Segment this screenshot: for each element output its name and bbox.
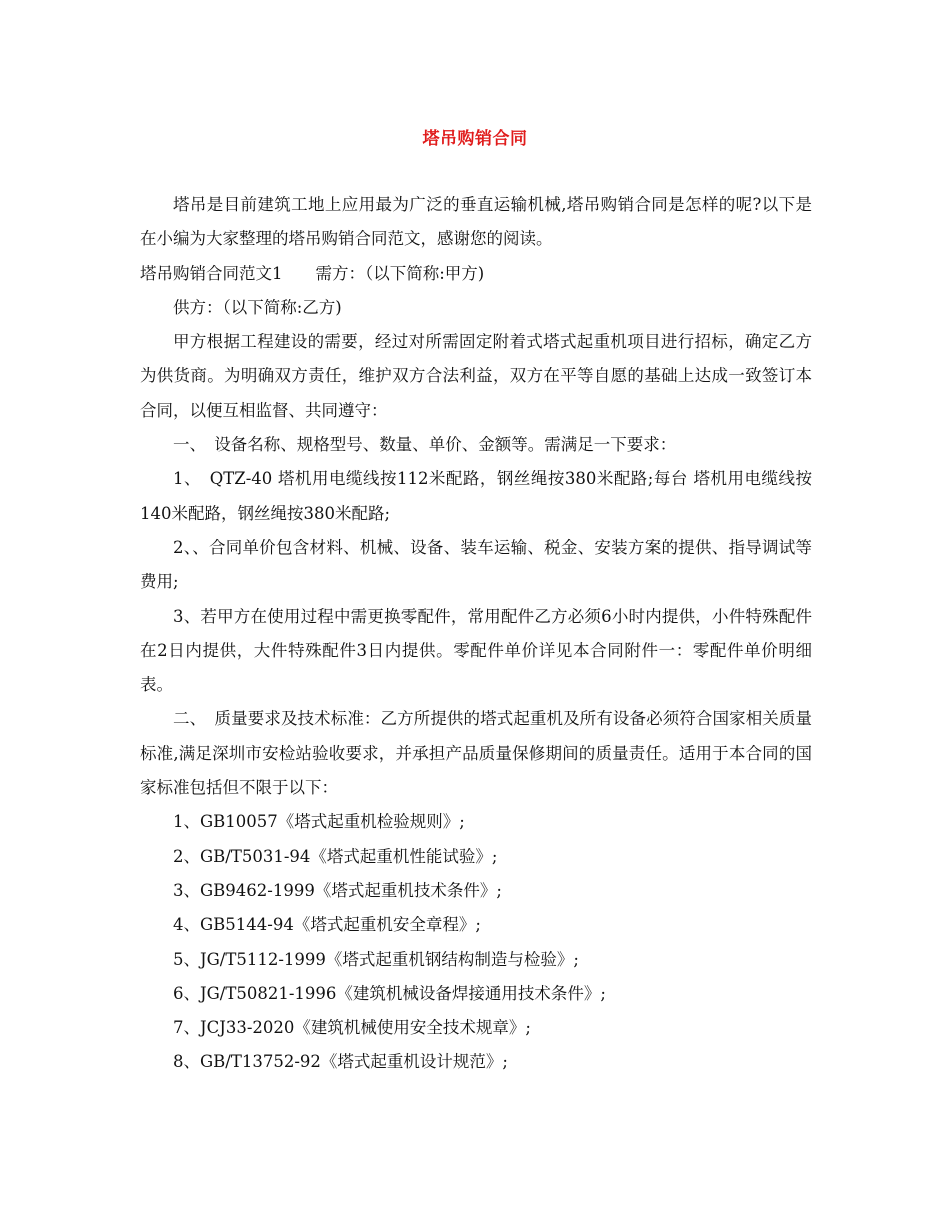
section-one-heading: 一、 设备名称、规格型号、数量、单价、金额等。需满足一下要求： (173, 435, 677, 455)
standard-item: 4、GB5144-94《塔式起重机安全章程》; (173, 915, 481, 935)
section-two-paragraph: 二、 质量要求及技术标准：乙方所提供的塔式起重机及所有设备必须符合国家相关质量标准,满足深圳市安检站验收要求，并承担产品质量保修期间的质量责任。适用于本合同的国家标准包括但不限于以下： (140, 709, 812, 798)
standard-item: 3、GB9462-1999《塔式起重机技术条件》; (173, 880, 502, 900)
clause-2: 2、、合同单价包含材料、机械、设备、装车运输、税金、安装方案的提供、指导调试等费用; (140, 537, 812, 592)
standard-item: 8、GB/T13752-92《塔式起重机设计规范》; (173, 1052, 508, 1072)
document-title: 塔吊购销合同 (422, 129, 528, 149)
supplier-line: 供方：（以下简称:乙方) (173, 297, 342, 317)
clause-1: 1、 QTZ-40 塔机用电缆线按112米配路，钢丝绳按380米配路;每台 塔机用电缆线按140米配路，钢丝绳按380米配路; (140, 469, 812, 523)
document-body (140, 188, 812, 1080)
standard-item: 5、JG/T5112-1999《塔式起重机钢结构制造与检验》; (173, 949, 579, 969)
preamble-paragraph: 甲方根据工程建设的需要，经过对所需固定附着式塔式起重机项目进行招标，确定乙方为供货商。为明确双方责任，维护双方合法利益，双方在平等自愿的基础上达成一致签订本合同，以便互相监督、共同遵守： (140, 332, 812, 420)
sample-heading-buyer: 塔吊购销合同范文1 需方：（以下简称:甲方) (140, 263, 485, 283)
standard-item: 6、JG/T50821-1996《建筑机械设备焊接通用技术条件》; (173, 983, 606, 1003)
clause-3: 3、若甲方在使用过程中需更换零配件，常用配件乙方必须6小时内提供，小件特殊配件在2日内提供，大件特殊配件3日内提供。零配件单价详见本合同附件一：零配件单价明细表。 (140, 606, 812, 695)
standard-item: 1、GB10057《塔式起重机检验规则》; (173, 812, 465, 832)
intro-paragraph: 塔吊是目前建筑工地上应用最为广泛的垂直运输机械,塔吊购销合同是怎样的呢?以下是在小编为大家整理的塔吊购销合同范文，感谢您的阅读。 (140, 195, 812, 249)
standard-item: 7、JCJ33-2020《建筑机械使用安全技术规章》; (173, 1018, 531, 1038)
standard-item: 2、GB/T5031-94《塔式起重机性能试验》; (173, 846, 498, 866)
